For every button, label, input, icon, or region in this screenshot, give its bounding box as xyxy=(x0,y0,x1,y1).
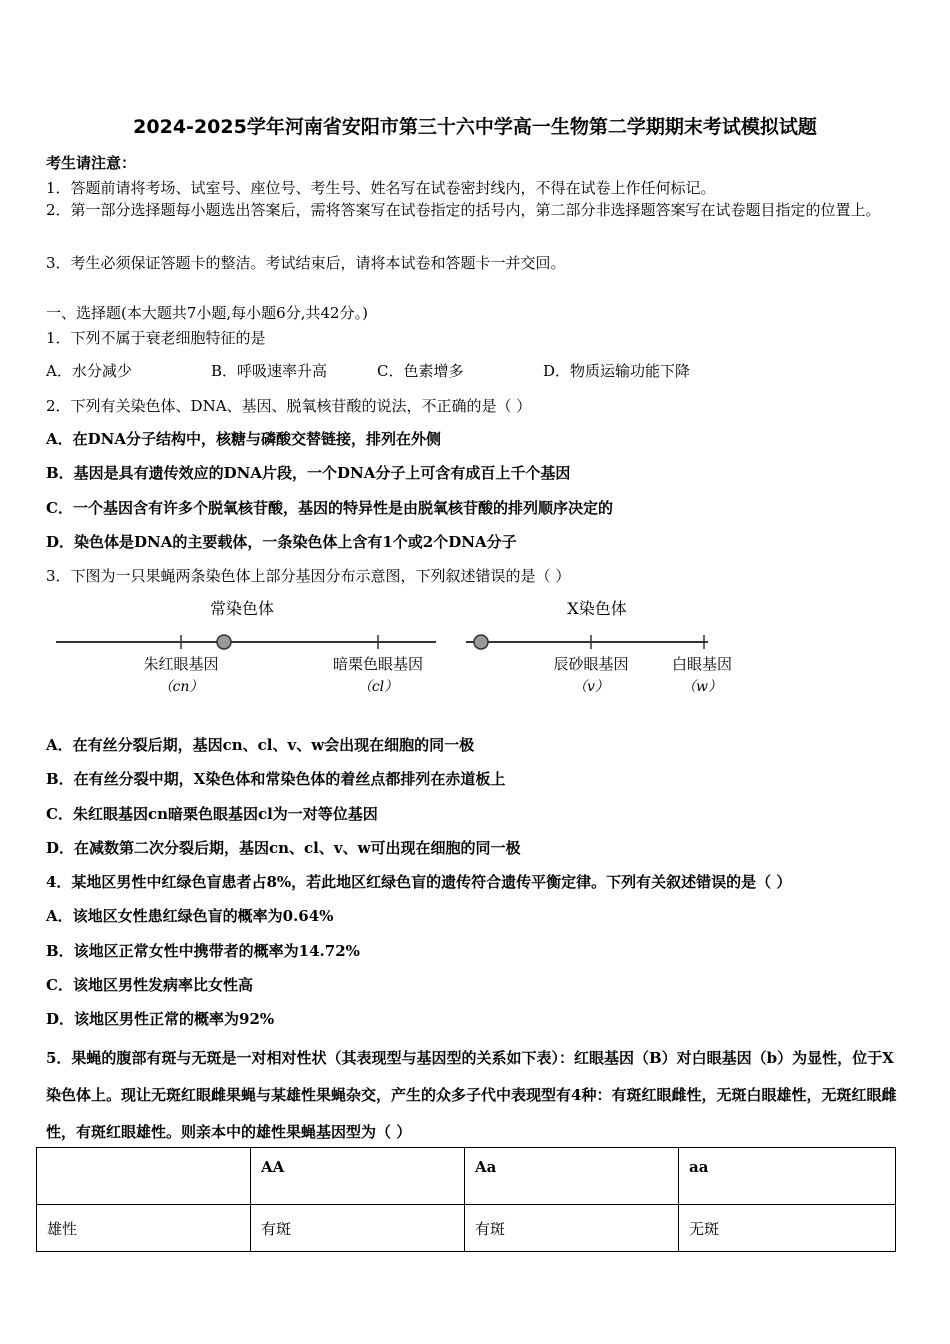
genotype-table xyxy=(36,1147,896,1252)
section-heading: 一、选择题(本大题共7小题,每小题6分,共42分。) xyxy=(46,304,368,322)
gene-label: 暗栗色眼基因 xyxy=(332,655,424,673)
gene-label: 辰砂眼基因 xyxy=(553,655,629,673)
table-cell: AA xyxy=(251,1148,465,1205)
autosome-centromere xyxy=(217,635,231,649)
gene-symbol: （cn） xyxy=(158,679,204,695)
option-c: C．朱红眼基因cn暗栗色眼基因cl为一对等位基因 xyxy=(46,805,378,823)
table-cell: 有斑 xyxy=(251,1205,465,1252)
option-a: A．在有丝分裂后期，基因cn、cl、v、w会出现在细胞的同一极 xyxy=(46,736,475,754)
autosome-title: 常染色体 xyxy=(209,599,275,618)
option-d: D．该地区男性正常的概率为92% xyxy=(46,1010,275,1028)
table-header-row xyxy=(37,1148,896,1205)
gene-label: 白眼基因 xyxy=(671,655,733,673)
option-b: B．基因是具有遗传效应的DNA片段，一个DNA分子上可含有成百上千个基因 xyxy=(46,464,571,482)
table-cell xyxy=(37,1148,251,1205)
option-b: B．在有丝分裂中期，X染色体和常染色体的着丝点都排列在赤道板上 xyxy=(46,770,506,788)
option-b: B．该地区正常女性中携带者的概率为14.72% xyxy=(46,942,360,960)
option-c: C．色素增多 xyxy=(377,362,464,380)
chromosome-diagram xyxy=(46,590,746,700)
notice-heading: 考生请注意： xyxy=(46,154,137,172)
question-stem: 5．果蝇的腹部有斑与无斑是一对相对性状（其表现型与基因型的关系如下表）：红眼基因（B）对白眼基因（b）为显性，位于X染色体上。现让无斑红眼雌果蝇与某雄性果蝇杂交，产生的众多子代中表现型有4种：有斑红眼雌性，无斑白眼雄性，无斑红眼雌性，有斑红眼雄性。则亲本中的雄性果蝇基因型为（ ） xyxy=(46,1049,897,1141)
table-cell: Aa xyxy=(465,1148,679,1205)
option-d: D．物质运输功能下降 xyxy=(543,362,691,380)
table-cell: 雄性 xyxy=(37,1205,251,1252)
x-centromere xyxy=(474,635,488,649)
option-d: D．在减数第二次分裂后期，基因cn、cl、v、w可出现在细胞的同一极 xyxy=(46,839,521,857)
question-stem: 3．下图为一只果蝇两条染色体上部分基因分布示意图，下列叙述错误的是（ ） xyxy=(46,567,571,585)
gene-symbol: （w） xyxy=(682,679,722,695)
table-cell: 有斑 xyxy=(465,1205,679,1252)
notice-item: 3．考生必须保证答题卡的整洁。考试结束后，请将本试卷和答题卡一并交回。 xyxy=(46,254,566,272)
gene-symbol: （v） xyxy=(573,679,609,695)
option-a: A．该地区女性患红绿色盲的概率为0.64% xyxy=(46,907,334,925)
option-c: C．该地区男性发病率比女性高 xyxy=(46,976,253,994)
question-stem: 4．某地区男性中红绿色盲患者占8%，若此地区红绿色盲的遗传符合遗传平衡定律。下列有关叙述错误的是（ ） xyxy=(46,873,792,891)
gene-symbol: （cl） xyxy=(357,679,399,695)
x-chromosome-title: X染色体 xyxy=(567,599,627,618)
option-c: C．一个基因含有许多个脱氧核苷酸，基因的特异性是由脱氧核苷酸的排列顺序决定的 xyxy=(46,499,613,517)
table-cell: 无斑 xyxy=(679,1205,896,1252)
option-b: B．呼吸速率升高 xyxy=(211,362,328,380)
option-d: D．染色体是DNA的主要载体，一条染色体上含有1个或2个DNA分子 xyxy=(46,533,517,551)
page-title: 2024-2025学年河南省安阳市第三十六中学高一生物第二学期期末考试模拟试题 xyxy=(133,116,817,138)
table-cell: aa xyxy=(679,1148,896,1205)
table-row xyxy=(37,1205,896,1252)
option-a: A．水分减少 xyxy=(46,362,132,380)
notice-item: 2．第一部分选择题每小题选出答案后，需将答案写在试卷指定的括号内，第二部分非选择题答案写在试卷题目指定的位置上。 xyxy=(46,201,881,219)
gene-label: 朱红眼基因 xyxy=(143,655,219,673)
option-a: A．在DNA分子结构中，核糖与磷酸交替链接，排列在外侧 xyxy=(46,430,441,448)
question-stem: 2．下列有关染色体、DNA、基因、脱氧核苷酸的说法，不正确的是（ ） xyxy=(46,397,532,415)
question-stem: 1．下列不属于衰老细胞特征的是 xyxy=(46,329,266,347)
notice-item: 1．答题前请将考场、试室号、座位号、考生号、姓名写在试卷密封线内，不得在试卷上作任何标记。 xyxy=(46,179,716,197)
